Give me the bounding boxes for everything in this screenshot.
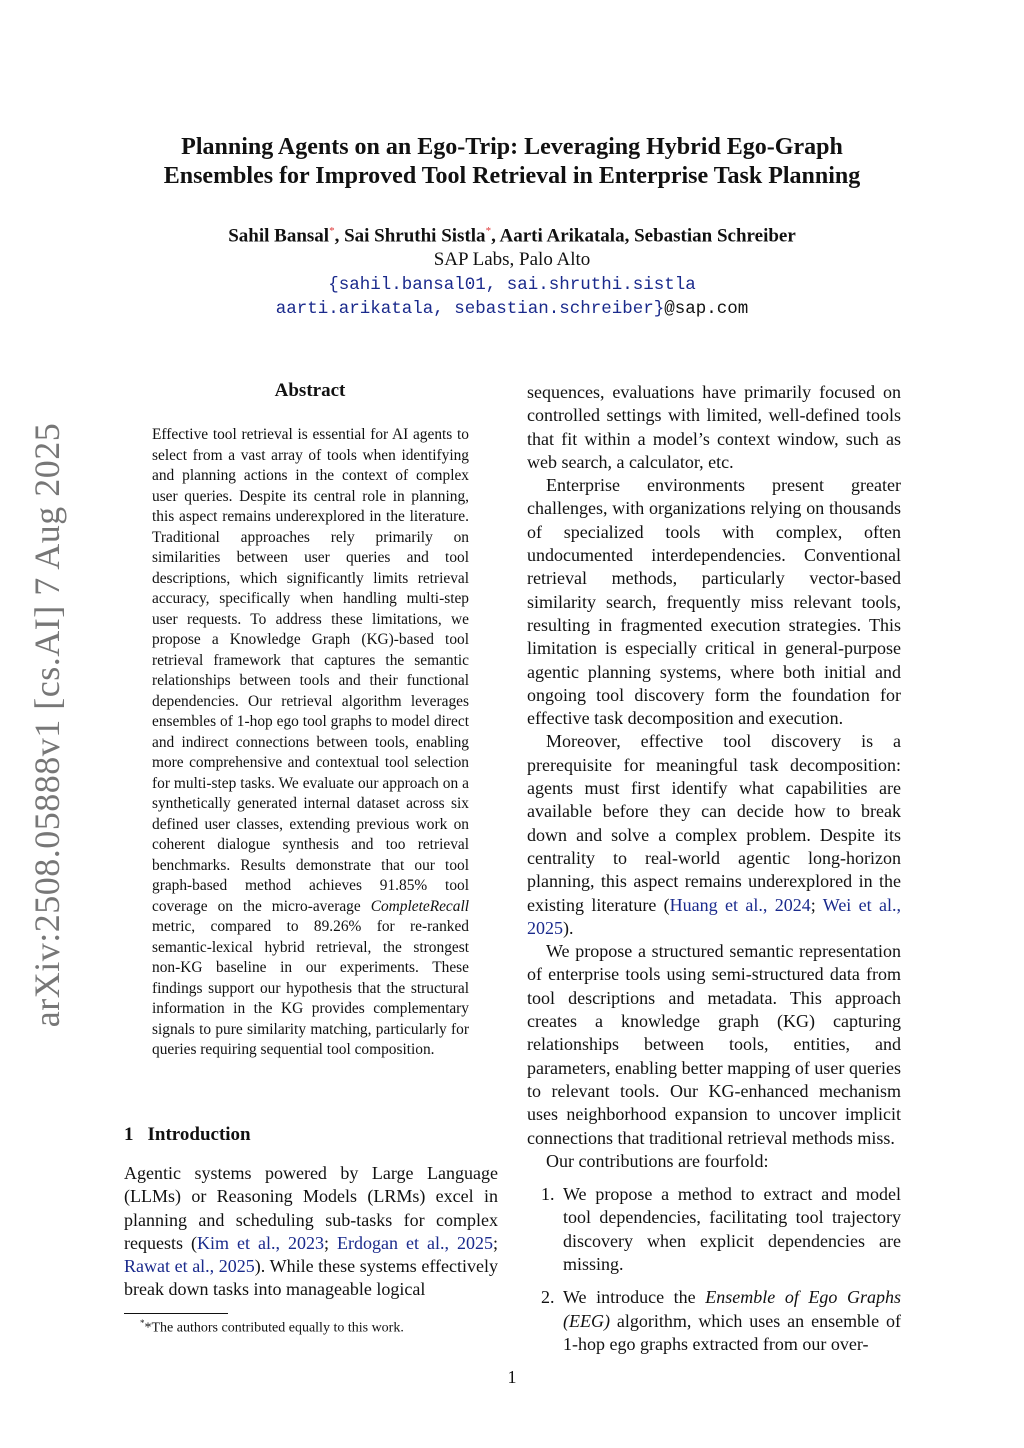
title-line-1: Planning Agents on an Ego-Trip: Leveraging Hybrid Ego-Graph bbox=[181, 134, 843, 160]
citation-link[interactable]: Wei et al., 2025 bbox=[527, 894, 901, 938]
section-number: 1 bbox=[124, 1124, 134, 1145]
paragraph bbox=[527, 730, 901, 940]
citation-separator: ; bbox=[810, 894, 823, 915]
abstract-part-2: metric, compared to 89.26% for re-ranked semantic-lexical hybrid retrieval, the strongest non-KG baseline in our experiments. These findings support our hypothesis that the structural information in the KG provides complementary signals to pure similarity matching, particularly for queries requiring sequential tool composition. bbox=[152, 918, 469, 1058]
intro-text-2: ). While these systems effectively break down tasks into manageable logical bbox=[124, 1256, 498, 1300]
list-item bbox=[527, 1286, 901, 1356]
author-list bbox=[100, 225, 924, 247]
list-number: 2. bbox=[541, 1287, 555, 1308]
metric-name: CompleteRecall bbox=[370, 897, 469, 915]
author-name: Sebastian Schreiber bbox=[634, 225, 796, 247]
paragraph: Our contributions are fourfold: bbox=[546, 1150, 769, 1171]
abstract-text bbox=[152, 425, 469, 1061]
list-number: 1. bbox=[541, 1184, 555, 1205]
paragraph: sequences, evaluations have primarily focused on controlled settings with limited, well-defined tools that fit within a model’s context window, such as web search, a calculator, etc. bbox=[527, 382, 901, 472]
paragraph: Enterprise environments present greater challenges, with organizations relying on thousands of specialized tools with complex, often undocumented interdependencies. Conventional retrieval methods, particularly vector-based similarity search, frequently miss relevant tools, resulting in fragmented execution strategies. This limitation is especially critical in general-purpose agentic planning systems, where both initial and ongoing tool discovery form the foundation for effective task decomposition and execution. bbox=[527, 475, 901, 729]
citation-link[interactable]: Rawat et al., 2025 bbox=[124, 1256, 255, 1277]
footnote-rule bbox=[124, 1313, 228, 1314]
author-emails[interactable] bbox=[100, 273, 924, 321]
citation-separator: ; bbox=[492, 1232, 498, 1253]
algorithm-name: Ensemble of Ego Graphs (EEG) bbox=[563, 1287, 901, 1331]
citation-separator: ; bbox=[323, 1232, 337, 1253]
footnote-text: *The authors contributed equally to this work. bbox=[144, 1320, 404, 1336]
intro-text-1: Agentic systems powered by Large Language (LLMs) or Reasoning Models (LRMs) excel in planning and scheduling sub-tasks for complex requests ( bbox=[124, 1163, 498, 1253]
list-item bbox=[527, 1183, 901, 1276]
email-domain: @sap.com bbox=[664, 299, 749, 319]
email-line-2[interactable]: aarti.arikatala, sebastian.schreiber} bbox=[275, 299, 665, 319]
abstract-heading: Abstract bbox=[274, 380, 346, 401]
author-separator: , bbox=[491, 225, 500, 247]
author-separator: , bbox=[334, 225, 345, 247]
paragraph-text: Moreover, effective tool discovery is a prerequisite for meaningful task decomposition: agents must first identify what capabilities are available before they can decide how to break down and solve a complex problem. Despite its centrality to real-world agentic long-horizon planning, this aspect remains underexplored in the existing literature ( bbox=[527, 731, 901, 915]
author-separator: , bbox=[624, 225, 635, 247]
title-line-2: Ensembles for Improved Tool Retrieval in Enterprise Task Planning bbox=[163, 163, 861, 189]
author-name: Sai Shruthi Sistla bbox=[344, 225, 486, 247]
equal-contribution-mark[interactable]: * bbox=[329, 225, 335, 237]
section-heading bbox=[124, 1124, 251, 1146]
list-item-text: We introduce the bbox=[563, 1287, 706, 1308]
arxiv-sidebar bbox=[16, 422, 78, 1028]
right-column bbox=[527, 381, 901, 1366]
intro-paragraph bbox=[124, 1162, 498, 1302]
paper-title bbox=[100, 133, 924, 191]
author-name: Sahil Bansal bbox=[228, 225, 330, 247]
footnote-mark: * bbox=[140, 1318, 145, 1328]
footnote bbox=[140, 1318, 404, 1337]
paragraph: We propose a structured semantic representation of enterprise tools using semi-structured data from tool descriptions and metadata. This approach creates a knowledge graph (KG) capturing relationships between tools, entities, and parameters, enabling better mapping of user queries to relevant tools. Our KG-enhanced mechanism uses neighborhood expansion to uncover implicit connections that traditional retrieval methods miss. bbox=[527, 941, 901, 1148]
citation-link[interactable]: Kim et al., 2023 bbox=[196, 1232, 324, 1253]
list-item-text: algorithm, which uses an ensemble of 1-hop ego graphs extracted from our over- bbox=[563, 1310, 901, 1354]
email-line-1[interactable]: {sahil.bansal01, sai.shruthi.sistla bbox=[328, 275, 696, 295]
paragraph-end: ). bbox=[563, 917, 574, 938]
arxiv-identifier: arXiv:2508.05888v1 [cs.AI] 7 Aug 2025 bbox=[27, 422, 67, 1028]
page-number: 1 bbox=[507, 1367, 517, 1387]
affiliation: SAP Labs, Palo Alto bbox=[433, 249, 591, 270]
list-item-text: We propose a method to extract and model tool dependencies, facilitating tool trajectory discovery when explicit dependencies are missing. bbox=[563, 1184, 901, 1274]
citation-link[interactable]: Huang et al., 2024 bbox=[669, 894, 811, 915]
citation-link[interactable]: Erdogan et al., 2025 bbox=[337, 1232, 493, 1253]
contribution-list bbox=[527, 1183, 901, 1356]
author-name: Aarti Arikatala bbox=[499, 225, 625, 247]
abstract-part-1: Effective tool retrieval is essential for AI agents to select from a vast array of tools when identifying and planning actions in the context of complex user queries. Despite its central role in planning, this aspect remains underexplored in the literature. Traditional approaches rely primarily on similarities between user queries and tool descriptions, which significantly limits retrieval accuracy, specifically when handling multi-step user requests. To address these limitations, we propose a Knowledge Graph (KG)-based tool retrieval framework that captures the semantic relationships between tools and their functional dependencies. Our retrieval algorithm leverages ensembles of 1-hop ego tool graphs to model direct and indirect connections between tools, enabling more comprehensive and contextual tool selection for multi-step tasks. We evaluate our approach on a synthetically generated internal dataset across six defined user classes, extending previous work on coherent dialogue synthesis and too retrieval benchmarks. Results demonstrate that our tool graph-based method achieves 91.85% tool coverage on the micro-average bbox=[152, 426, 469, 915]
equal-contribution-mark[interactable]: * bbox=[485, 225, 492, 237]
section-title: Introduction bbox=[147, 1124, 251, 1145]
